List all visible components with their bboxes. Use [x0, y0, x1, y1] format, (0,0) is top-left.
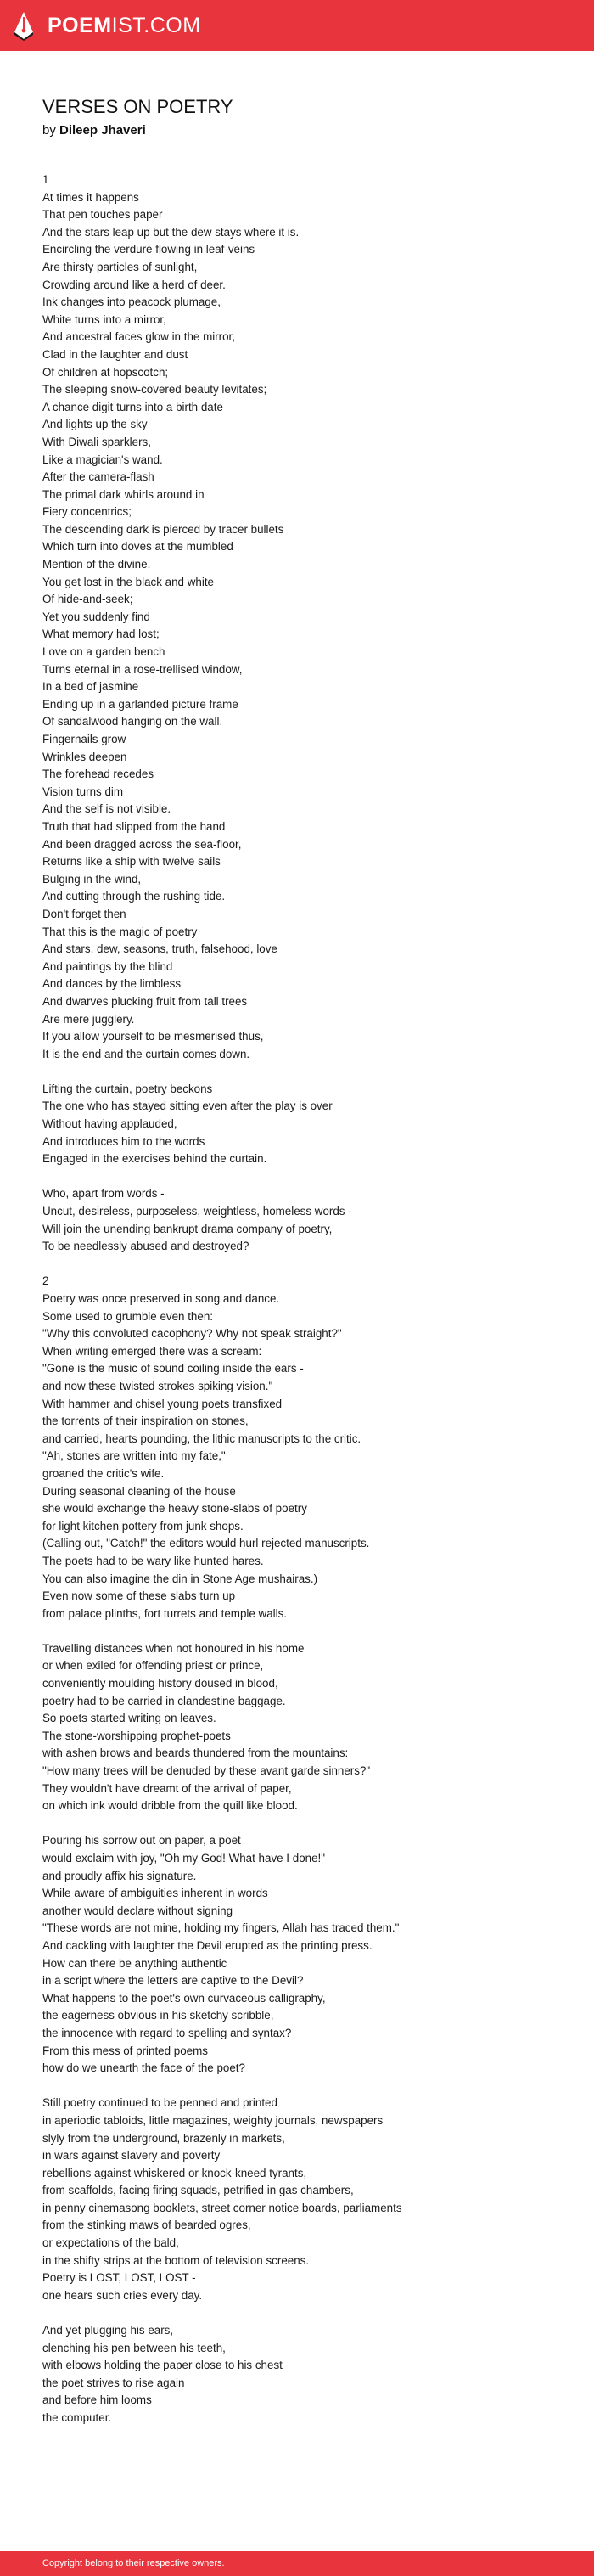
poem-line: clenching his pen between his teeth, — [42, 2341, 226, 2354]
poem-line: Clad in the laughter and dust — [42, 347, 188, 361]
poem-line: What memory had lost; — [42, 627, 160, 641]
poem-line: Fingernails grow — [42, 733, 126, 745]
poem-line: with ashen brows and beards thundered from the mountains: — [42, 1746, 349, 1760]
poem-line: After the camera-flash — [42, 470, 154, 484]
poem-line: And paintings by the blind — [42, 959, 173, 973]
poem-line: Bulging in the wind, — [42, 872, 142, 886]
poem-line: Which turn into doves at the mumbled — [42, 540, 233, 554]
poem-line: Some used to grumble even then: — [42, 1309, 213, 1323]
poem-line: And cutting through the rushing tide. — [42, 890, 226, 903]
poem-line: The poets had to be wary like hunted hares. — [42, 1554, 264, 1567]
poem-byline — [42, 122, 569, 139]
poem-line: To be needlessly abused and destroyed? — [42, 1240, 249, 1253]
site-logo[interactable] — [48, 14, 201, 37]
poem-line: Who, apart from words - — [42, 1187, 165, 1201]
site-header — [0, 0, 594, 51]
poem-content — [42, 95, 569, 2427]
poem-line: During seasonal cleaning of the house — [42, 1484, 236, 1498]
poem-line: Even now some of these slabs turn up — [42, 1589, 236, 1603]
poem-line: Engaged in the exercises behind the curtain. — [42, 1152, 267, 1166]
poem-line: Poetry is LOST, LOST, LOST - — [42, 2271, 196, 2285]
poem-line: Pouring his sorrow out on paper, a poet — [42, 1834, 241, 1848]
poem-line: And dwarves plucking fruit from tall trees — [42, 994, 248, 1008]
poem-line: the eagerness obvious in his sketchy scribble, — [42, 2009, 274, 2022]
poem-line: in aperiodic tabloids, little magazines, weighty journals, newspapers — [42, 2113, 384, 2127]
poem-line: White turns into a mirror, — [42, 312, 166, 326]
poem-line: And dances by the limbless — [42, 977, 182, 991]
poem-line: They wouldn't have dreamt of the arrival of paper, — [42, 1781, 292, 1795]
poem-line: Ending up in a garlanded picture frame — [42, 697, 238, 711]
poem-line: That this is the magic of poetry — [42, 925, 198, 938]
poem-line — [42, 2304, 569, 2322]
poem-line: one hears such cries every day. — [42, 2288, 203, 2302]
poem-line: she would exchange the heavy stone-slabs of poetry — [42, 1502, 307, 1516]
poem-line: You get lost in the black and white — [42, 575, 214, 588]
logo-light-text: IST.COM — [111, 14, 201, 37]
poem-line: And introduces him to the words — [42, 1134, 205, 1148]
poem-line: how do we unearth the face of the poet? — [42, 2061, 245, 2075]
poem-line: Of sandalwood hanging on the wall. — [42, 715, 223, 728]
poem-line: "Ah, stones are written into my fate," — [42, 1449, 226, 1463]
poem-line: With hammer and chisel young poets transfixed — [42, 1397, 283, 1410]
poem-line: or when exiled for offending priest or prince, — [42, 1659, 264, 1673]
poem-line: groaned the critic's wife. — [42, 1466, 165, 1480]
poem-line: slyly from the underground, brazenly in markets, — [42, 2131, 285, 2145]
poem-line: And the self is not visible. — [42, 802, 171, 816]
poem-line: 2 — [42, 1274, 49, 1288]
poem-line: With Diwali sparklers, — [42, 435, 151, 448]
poem-line: The stone-worshipping prophet-poets — [42, 1729, 231, 1742]
poem-line: the poet strives to rise again — [42, 2376, 185, 2389]
poem-line: poetry had to be carried in clandestine baggage. — [42, 1694, 286, 1707]
poem-line: Uncut, desireless, purposeless, weightless, homeless words - — [42, 1205, 352, 1218]
poem-line: Encircling the verdure flowing in leaf-veins — [42, 243, 255, 256]
poem-line: the computer. — [42, 2411, 112, 2424]
poem-line — [42, 1168, 569, 1186]
poem-line: Still poetry continued to be penned and printed — [42, 2096, 277, 2110]
poem-line: or expectations of the bald, — [42, 2236, 179, 2250]
poem-line: Crowding around like a herd of deer. — [42, 278, 226, 291]
poem-line: Truth that had slipped from the hand — [42, 819, 226, 833]
poem-line: Love on a garden bench — [42, 645, 165, 659]
poem-line: The sleeping snow-covered beauty levitates; — [42, 383, 267, 397]
poem-line: from palace plinths, fort turrets and temple walls. — [42, 1606, 288, 1620]
poem-line: And lights up the sky — [42, 418, 148, 431]
poem-line: That pen touches paper — [42, 208, 163, 222]
poem-line: "How many trees will be denuded by these avant garde sinners?" — [42, 1764, 371, 1778]
by-label: by — [42, 123, 56, 138]
poem-line: Without having applauded, — [42, 1117, 177, 1131]
poem-line: another would declare without signing — [42, 1904, 233, 1917]
poem-line: for light kitchen pottery from junk shops. — [42, 1519, 244, 1533]
poem-line: Are mere jugglery. — [42, 1012, 135, 1026]
poem-line: and before him looms — [42, 2393, 152, 2407]
poem-line: with elbows holding the paper close to his chest — [42, 2359, 283, 2372]
pen-nib-logo-icon[interactable] — [12, 10, 36, 41]
poem-line: rebellions against whiskered or knock-kneed tyrants, — [42, 2166, 307, 2179]
poem-line: Ink changes into peacock plumage, — [42, 295, 221, 309]
poem-line: And stars, dew, seasons, truth, falsehood, love — [42, 942, 277, 956]
poem-line: A chance digit turns into a birth date — [42, 400, 223, 413]
poem-line: So poets started writing on leaves. — [42, 1712, 216, 1725]
poem-line: the torrents of their inspiration on stones, — [42, 1415, 249, 1428]
poem-body — [42, 172, 569, 2427]
poem-line: The one who has stayed sitting even after the play is over — [42, 1100, 333, 1113]
poem-line: The descending dark is pierced by tracer bullets — [42, 522, 284, 536]
poem-line: The primal dark whirls around in — [42, 487, 205, 501]
poem-line: And ancestral faces glow in the mirror, — [42, 330, 235, 344]
poem-line: (Calling out, "Catch!" the editors would hurl rejected manuscripts. — [42, 1537, 370, 1550]
poem-line: Poetry was once preserved in song and dance. — [42, 1292, 280, 1305]
poem-line: When writing emerged there was a scream: — [42, 1344, 262, 1358]
poem-line — [42, 2078, 569, 2095]
poem-line: "These words are not mine, holding my fingers, Allah has traced them." — [42, 1921, 400, 1935]
poem-title: VERSES ON POETRY — [42, 96, 233, 117]
poem-line: And been dragged across the sea-floor, — [42, 837, 242, 851]
poem-line: Yet you suddenly find — [42, 610, 150, 623]
site-footer — [0, 2551, 594, 2576]
logo-bold-text: POEM — [48, 14, 112, 37]
poem-line: While aware of ambiguities inherent in words — [42, 1887, 268, 1900]
poem-line: in a script where the letters are captive to the Devil? — [42, 1974, 304, 1988]
poem-line: "Gone is the music of sound coiling inside the ears - — [42, 1362, 304, 1375]
poem-line: You can also imagine the din in Stone Age mushairas.) — [42, 1572, 318, 1585]
poem-line: on which ink would dribble from the quill like blood. — [42, 1799, 298, 1813]
poem-line: At times it happens — [42, 190, 139, 204]
poem-line: Fiery concentrics; — [42, 505, 132, 519]
poem-line: In a bed of jasmine — [42, 680, 139, 694]
poem-line: Of children at hopscotch; — [42, 365, 169, 379]
poem-line: from the stinking maws of bearded ogres, — [42, 2219, 251, 2232]
poem-line: It is the end and the curtain comes down. — [42, 1047, 250, 1060]
poem-line — [42, 1623, 569, 1640]
poem-line: If you allow yourself to be mesmerised thus, — [42, 1030, 264, 1043]
poem-line — [42, 1063, 569, 1081]
poem-line: and carried, hearts pounding, the lithic manuscripts to the critic. — [42, 1431, 361, 1445]
poem-line: And cackling with laughter the Devil erupted as the printing press. — [42, 1938, 373, 1952]
poem-line: Will join the unending bankrupt drama company of poetry, — [42, 1222, 333, 1235]
poem-line — [42, 1815, 569, 1833]
poem-line: conveniently moulding history doused in blood, — [42, 1677, 278, 1690]
poem-line: How can there be anything authentic — [42, 1956, 227, 1970]
poem-line: And the stars leap up but the dew stays where it is. — [42, 225, 300, 239]
poem-line: Vision turns dim — [42, 785, 124, 798]
poem-line: in penny cinemasong booklets, street corner notice boards, parliaments — [42, 2201, 402, 2214]
poem-line: From this mess of printed poems — [42, 2044, 208, 2057]
poem-line: from scaffolds, facing firing squads, petrified in gas chambers, — [42, 2184, 354, 2197]
poem-line: Wrinkles deepen — [42, 750, 127, 763]
poem-line: and now these twisted strokes spiking vision." — [42, 1379, 273, 1392]
poem-line: and proudly affix his signature. — [42, 1869, 197, 1882]
poem-line: would exclaim with joy, "Oh my God! What have I done!" — [42, 1852, 326, 1865]
poem-line — [42, 1256, 569, 1274]
poem-line: Returns like a ship with twelve sails — [42, 855, 221, 869]
poem-line: Of hide-and-seek; — [42, 593, 133, 606]
poem-line: What happens to the poet's own curvaceous calligraphy, — [42, 1991, 326, 2005]
poem-line: Lifting the curtain, poetry beckons — [42, 1082, 213, 1095]
poem-line: Like a magician's wand. — [42, 453, 163, 466]
poem-line: in the shifty strips at the bottom of television screens. — [42, 2253, 310, 2267]
poem-line: Are thirsty particles of sunlight, — [42, 260, 198, 273]
poem-line: "Why this convoluted cacophony? Why not speak straight?" — [42, 1327, 342, 1341]
poem-line: Don't forget then — [42, 907, 126, 920]
poem-line: And yet plugging his ears, — [42, 2324, 174, 2337]
author-name[interactable]: Dileep Jhaveri — [59, 123, 146, 138]
copyright-text: Copyright belong to their respective owners. — [42, 2558, 225, 2568]
poem-line: in wars against slavery and poverty — [42, 2149, 221, 2163]
poem-line: the innocence with regard to spelling and syntax? — [42, 2026, 292, 2039]
poem-line: Turns eternal in a rose-trellised window, — [42, 662, 243, 676]
poem-line: 1 — [42, 173, 49, 186]
poem-line: The forehead recedes — [42, 768, 154, 781]
poem-line: Mention of the divine. — [42, 558, 151, 571]
poem-line: Travelling distances when not honoured in his home — [42, 1641, 305, 1655]
